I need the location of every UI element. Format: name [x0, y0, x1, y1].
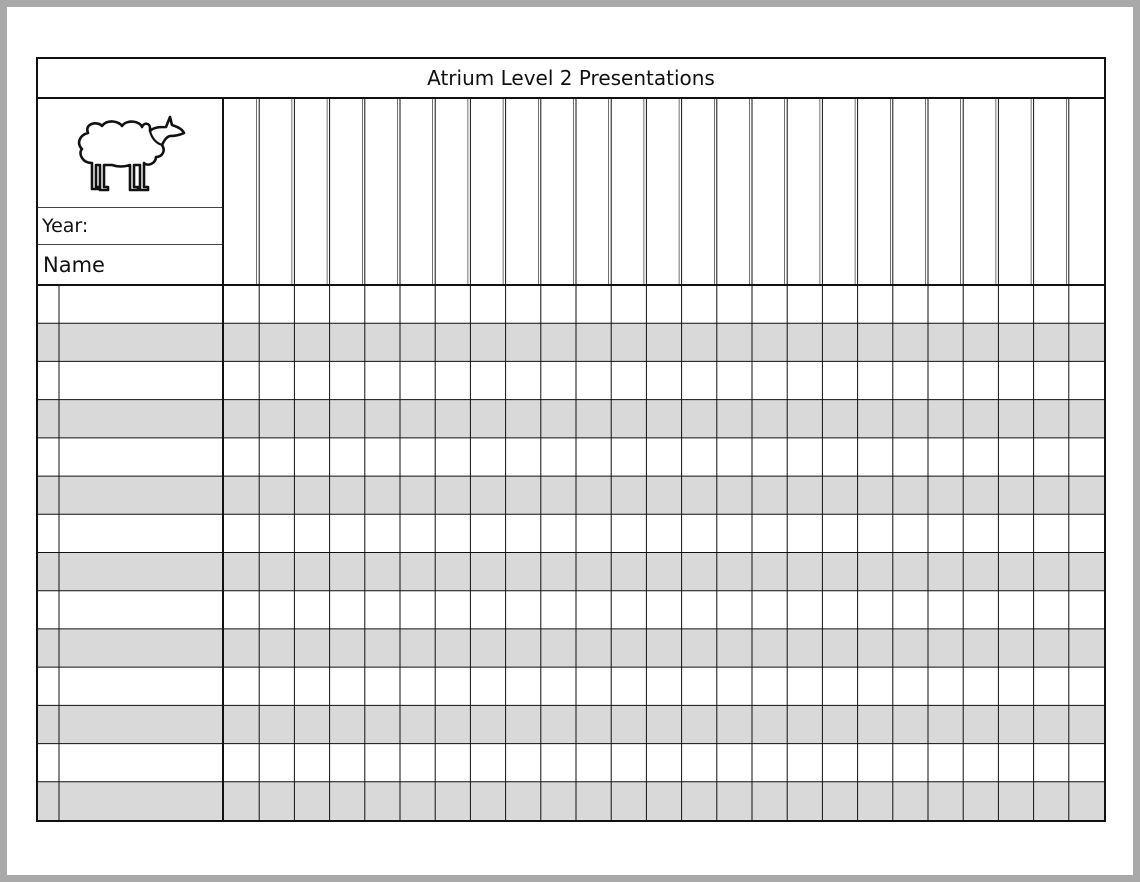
student-name-cell[interactable] — [60, 668, 222, 704]
student-name-cell[interactable] — [60, 439, 222, 475]
student-name-cell[interactable] — [60, 515, 222, 551]
student-name-cell[interactable] — [60, 706, 222, 742]
student-name-cell[interactable] — [60, 630, 222, 666]
student-name-cell[interactable] — [60, 324, 222, 360]
sheet-title: Atrium Level 2 Presentations — [38, 59, 1104, 99]
student-name-cell[interactable] — [60, 554, 222, 590]
student-name-cell[interactable] — [60, 362, 222, 398]
student-name-cell[interactable] — [60, 592, 222, 628]
student-name-cell[interactable] — [60, 477, 222, 513]
presentation-sheet — [36, 57, 1106, 822]
student-name-cell[interactable] — [60, 783, 222, 819]
student-name-cell[interactable] — [60, 745, 222, 781]
student-name-cell[interactable] — [60, 401, 222, 437]
year-label: Year: — [38, 208, 222, 245]
presentation-grid — [38, 59, 1104, 820]
name-label: Name — [43, 252, 105, 277]
student-name-cell[interactable] — [60, 286, 222, 322]
